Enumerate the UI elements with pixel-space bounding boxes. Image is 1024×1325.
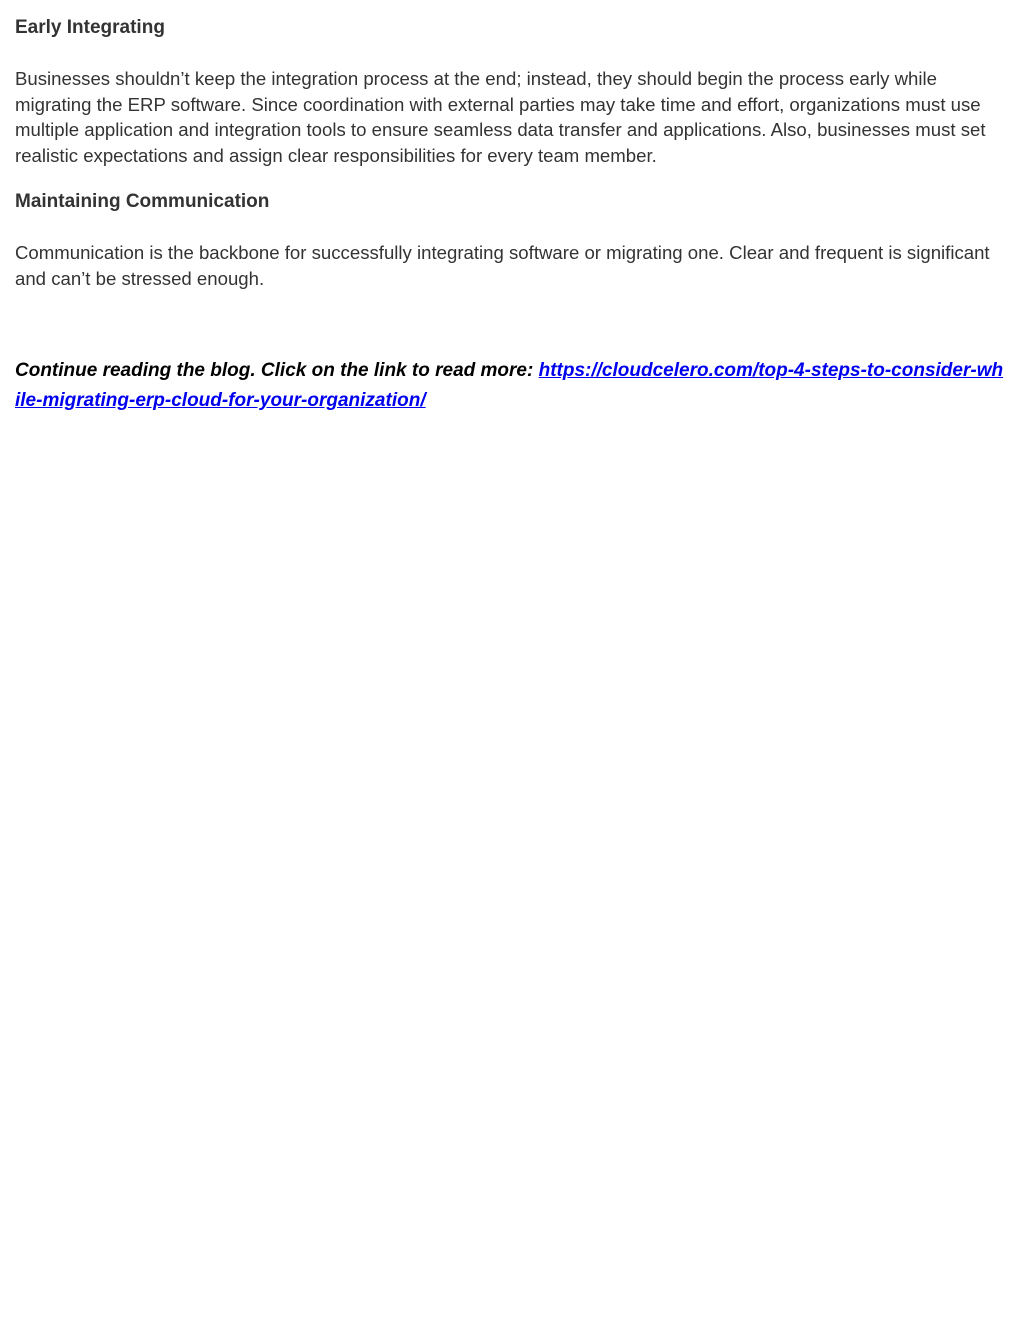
continue-reading-text: Continue reading the blog. Click on the link to read more: <box>15 360 539 381</box>
section-paragraph-maintaining-communication: Communication is the backbone for successfully integrating software or migrating one. Clear and frequent is significant and can’t be stressed enough. <box>15 242 990 289</box>
blog-link[interactable]: https://cloudcelero.com/top-4-steps-to-consider-while-migrating-erp-cloud-for-your-organization/ <box>15 360 1004 411</box>
section-heading-maintaining-communication: Maintaining Communication <box>15 191 270 212</box>
section-heading-early-integrating: Early Integrating <box>15 17 165 38</box>
continue-reading-callout <box>15 356 1005 416</box>
section-paragraph-early-integrating: Businesses shouldn’t keep the integration process at the end; instead, they should begin the process early while migrating the ERP software. Since coordination with external parties may take time and effort, organizations must use multiple application and integration tools to ensure seamless data transfer and applications. Also, businesses must set realistic expectations and assign clear responsibilities for every team member. <box>15 68 986 166</box>
